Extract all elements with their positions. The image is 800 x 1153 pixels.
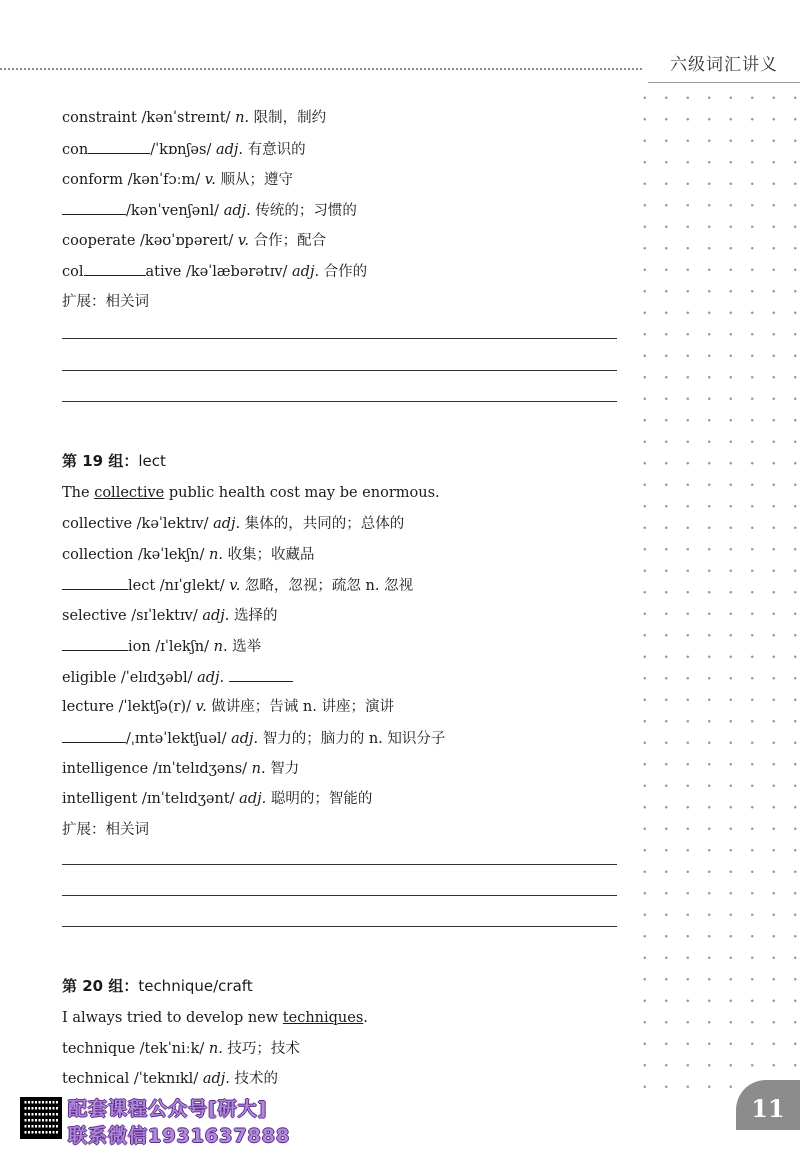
vocab-line — [62, 200, 357, 221]
meaning: 选举 — [227, 639, 262, 655]
part-of-speech: n. — [208, 547, 223, 563]
writing-line[interactable] — [62, 338, 617, 339]
vocab-line — [62, 667, 293, 688]
example-text: . — [363, 1010, 368, 1026]
word-prefix: con — [62, 142, 89, 158]
fill-in-blank[interactable] — [62, 575, 128, 590]
example-keyword: techniques — [282, 1010, 364, 1026]
vocab-line — [62, 139, 306, 160]
word: lect /nɪˈglekt/ — [128, 578, 230, 594]
part-of-speech: adj. — [231, 731, 259, 747]
part-of-speech: n. — [208, 1041, 223, 1057]
meaning: 合作的 — [319, 264, 368, 280]
fill-in-blank[interactable] — [84, 261, 146, 276]
group-root: technique/craft — [138, 977, 253, 995]
watermark-line-2: 联系微信1931637888 — [68, 1125, 291, 1147]
meaning: 传统的；习惯的 — [250, 203, 357, 219]
vocab-line — [62, 1039, 300, 1059]
meaning: 技巧；技术 — [222, 1041, 300, 1057]
part-of-speech: n. — [251, 761, 266, 777]
vocab-line — [62, 789, 372, 809]
meaning: 智力的；脑力的 n. 知识分子 — [258, 731, 446, 747]
meaning: 合作；配合 — [248, 233, 327, 249]
word: eligible /ˈelɪdʒəbl/ — [62, 670, 198, 686]
phonetic: /ˈkɒnʃəs/ — [150, 142, 216, 158]
fill-in-blank[interactable] — [88, 139, 150, 154]
part-of-speech: n. — [235, 110, 250, 126]
part-of-speech: adj. — [223, 203, 251, 219]
writing-line[interactable] — [62, 401, 617, 402]
part-of-speech: adj. — [213, 516, 241, 532]
stress-mark: ˈ — [173, 110, 178, 126]
part-of-speech: v. — [237, 233, 249, 249]
fill-in-blank[interactable] — [62, 636, 128, 651]
vocab-line — [62, 728, 445, 749]
word: technique /tekˈniːk/ — [62, 1041, 209, 1057]
watermark-line-1: 配套课程公众号[研大] — [68, 1098, 268, 1120]
writing-line[interactable] — [62, 895, 617, 896]
fill-in-blank[interactable] — [62, 728, 126, 743]
meaning: 忽略，忽视；疏忽 n. 忽视 — [240, 578, 414, 594]
part-of-speech: v. — [195, 699, 207, 715]
page-header-title: 六级词汇讲义 — [670, 55, 778, 75]
fill-in-blank[interactable] — [62, 200, 126, 215]
word: intelligent /ɪnˈtelɪdʒənt/ — [62, 791, 240, 807]
word-prefix: col — [62, 264, 84, 280]
meaning: 智力 — [265, 761, 300, 777]
vocab-line — [62, 545, 315, 565]
word: technical /ˈteknɪkl/ — [62, 1071, 203, 1087]
example-keyword: collective — [94, 485, 165, 501]
group-number: 第 20 组： — [62, 977, 139, 995]
vocab-line — [62, 231, 326, 251]
vocab-line — [62, 575, 413, 596]
example-sentence — [62, 1008, 368, 1028]
example-text: The — [62, 485, 95, 501]
meaning: 做讲座；告诫 n. 讲座；演讲 — [206, 699, 394, 715]
word: collection /kəˈlekʃn/ — [62, 547, 209, 563]
meaning: 技术的 — [229, 1071, 278, 1087]
group-19-title — [62, 450, 166, 471]
meaning: 收集；收藏品 — [222, 547, 315, 563]
writing-line[interactable] — [62, 926, 617, 927]
meaning: 限制，制约 — [249, 110, 327, 126]
word: selective /sɪˈlektɪv/ — [62, 608, 203, 624]
word: intelligence /ɪnˈtelɪdʒəns/ — [62, 761, 252, 777]
vocab-line — [62, 170, 293, 190]
vocab-line — [62, 759, 299, 779]
phonetic: /ˌɪntəˈlektʃuəl/ — [126, 731, 232, 747]
part-of-speech: adj. — [197, 670, 225, 686]
vocab-line — [62, 697, 394, 717]
word: constraint /kən — [62, 110, 174, 126]
vocab-line — [62, 1069, 278, 1089]
part-of-speech: v. — [229, 578, 241, 594]
word: lecture /ˈlektʃə(r)/ — [62, 699, 196, 715]
header-divider — [0, 68, 642, 70]
page-number: 11 — [736, 1080, 800, 1130]
group-20-title — [62, 975, 253, 996]
meaning: 集体的，共同的；总体的 — [240, 516, 405, 532]
part-of-speech: adj. — [202, 608, 230, 624]
meaning: 选择的 — [229, 608, 278, 624]
group-number: 第 19 组： — [62, 452, 139, 470]
extension-label: 扩展：相关词 — [62, 294, 149, 310]
phonetic: streɪnt/ — [177, 110, 236, 126]
extension-label: 扩展：相关词 — [62, 822, 149, 838]
vocab-line — [62, 606, 277, 626]
part-of-speech: n. — [213, 639, 228, 655]
part-of-speech: adj. — [215, 142, 243, 158]
word: conform /kənˈfɔːm/ — [62, 172, 205, 188]
vocab-line — [62, 514, 404, 534]
example-text: public health cost may be enormous. — [164, 485, 440, 501]
qr-code — [20, 1097, 62, 1139]
part-of-speech: v. — [204, 172, 216, 188]
example-sentence — [62, 483, 440, 503]
part-of-speech: adj. — [202, 1071, 230, 1087]
notes-dot-grid — [630, 82, 800, 1092]
vocab-line — [62, 636, 261, 657]
group-root: lect — [138, 452, 166, 470]
phonetic: ative /kəˈlæbərətɪv/ — [145, 264, 293, 280]
meaning: 聪明的；智能的 — [266, 791, 373, 807]
meaning: 顺从；遵守 — [215, 172, 293, 188]
word: cooperate /kəʊˈɒpəreɪt/ — [62, 233, 238, 249]
fill-in-blank[interactable] — [229, 667, 293, 682]
word: ion /ɪˈlekʃn/ — [128, 639, 214, 655]
writing-line[interactable] — [62, 864, 617, 865]
part-of-speech: adj. — [292, 264, 320, 280]
word: collective /kəˈlektɪv/ — [62, 516, 214, 532]
writing-line[interactable] — [62, 370, 617, 371]
phonetic: /kənˈvenʃənl/ — [126, 203, 224, 219]
vocab-line — [62, 108, 326, 128]
meaning: 有意识的 — [242, 142, 306, 158]
example-text: I always tried to develop new — [62, 1010, 283, 1026]
part-of-speech: adj. — [239, 791, 267, 807]
vocab-line — [62, 261, 367, 282]
